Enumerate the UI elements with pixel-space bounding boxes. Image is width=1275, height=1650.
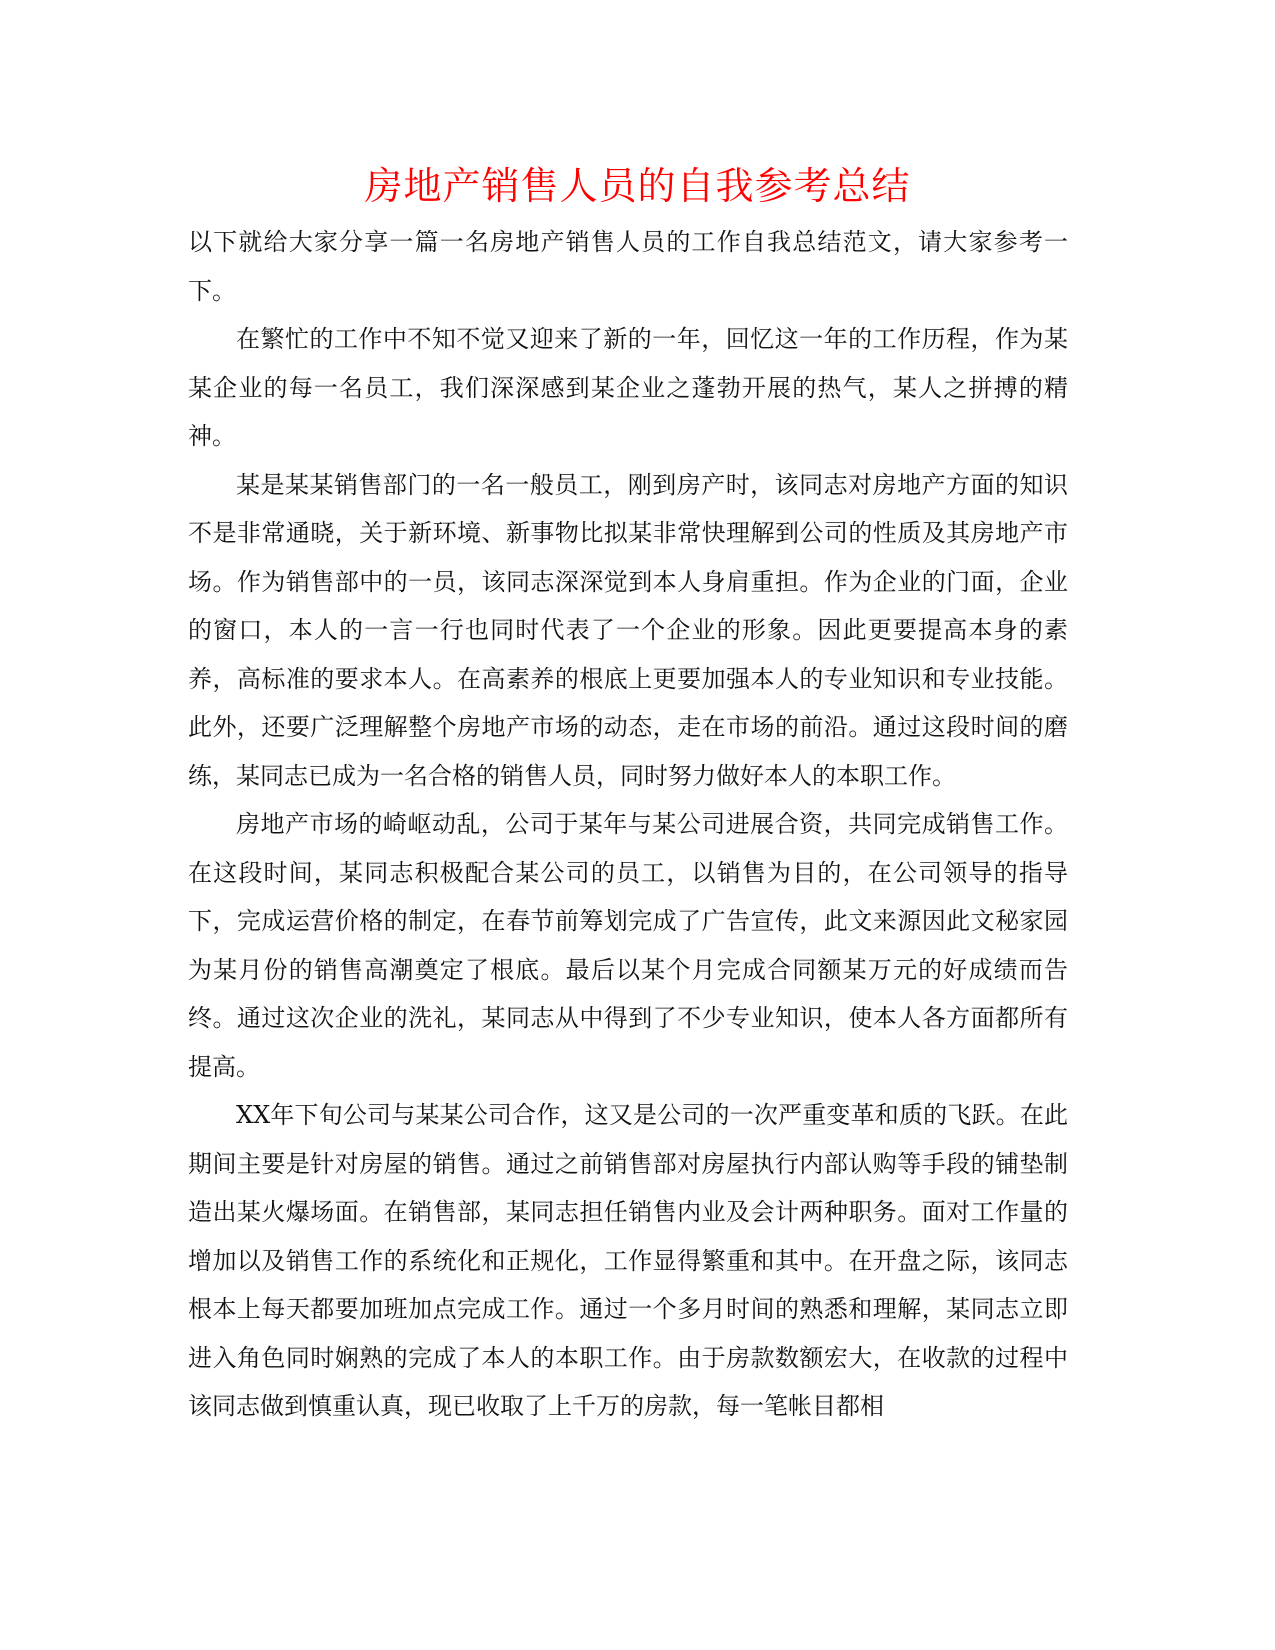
paragraph-cooperation: XX年下旬公司与某某公司合作，这又是公司的一次严重变革和质的飞跃。在此期间主要是针对房屋的销售。通过之前销售部对房屋执行内部认购等手段的铺垫制造出某火爆场面。在销售部，某同志担任销售内业及会计两种职务。面对工作量的增加以及销售工作的系统化和正规化，工作显得繁重和其中。在开盘之际，该同志根本上每天都要加班加点完成工作。通过一个多月时间的熟悉和理解，某同志立即进入角色同时娴熟的完成了本人的本职工作。由于房款数额宏大，在收款的过程中该同志做到慎重认真，现已收取了上千万的房款，每一笔帐目都相 — [188, 1101, 1068, 1420]
paragraph-sales-staff: 某是某某销售部门的一名一般员工，刚到房产时，该同志对房地产方面的知识不是非常通晓，关于新环境、新事物比拟某非常快理解到公司的性质及其房地产市场。作为销售部中的一员，该同志深深觉到本人身肩重担。作为企业的门面，企业的窗口，本人的一言一行也同时代表了一个企业的形象。因此更要提高本身的素养，高标准的要求本人。在高素养的根底上更要加强本人的专业知识和专业技能。此外，还要广泛理解整个房地产市场的动态，走在市场的前沿。通过这段时间的磨练，某同志已成为一名合格的销售人员，同时努力做好本人的本职工作。 — [188, 470, 1068, 790]
document-body — [188, 218, 1068, 1431]
paragraph-new-year: 在繁忙的工作中不知不觉又迎来了新的一年，回忆这一年的工作历程，作为某某企业的每一名员工，我们深深感到某企业之蓬勃开展的热气，某人之拼搏的精神。 — [188, 325, 1068, 450]
paragraph-intro: 以下就给大家分享一篇一名房地产销售人员的工作自我总结范文，请大家参考一下。 — [188, 228, 1068, 305]
document-title: 房地产销售人员的自我参考总结 — [364, 164, 911, 208]
paragraph-joint-venture: 房地产市场的崎岖动乱，公司于某年与某公司进展合资，共同完成销售工作。在这段时间，某同志积极配合某公司的员工，以销售为目的，在公司领导的指导下，完成运营价格的制定，在春节前筹划完成了广告宣传，此文来源因此文秘家园为某月份的销售高潮奠定了根底。最后以某个月完成合同额某万元的好成绩而告终。通过这次企业的洗礼，某同志从中得到了不少专业知识，使本人各方面都所有提高。 — [188, 810, 1068, 1081]
